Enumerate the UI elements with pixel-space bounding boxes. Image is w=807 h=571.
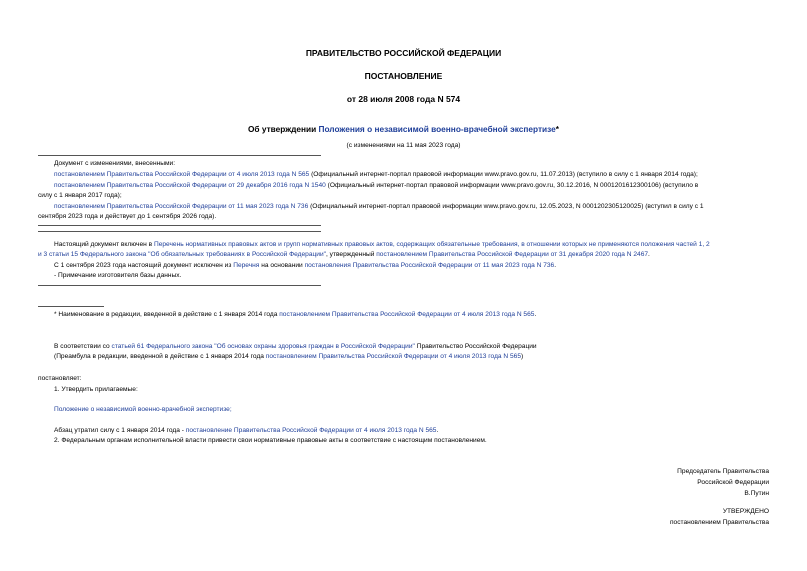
- decree-2467-link[interactable]: постановлением Правительства Российской Федерации от 31 декабря 2020 года N 2467: [376, 251, 649, 258]
- title-regulation-link[interactable]: Положения о независимой военно-врачебной экспертизе: [318, 124, 556, 134]
- signature-block: [677, 466, 769, 499]
- decree-736-link[interactable]: постановления Правительства Российской Федерации от 11 мая 2023 года N 736: [304, 262, 555, 269]
- resolves-text: постановляет:: [38, 375, 82, 382]
- signature-title: Председатель Правительства: [677, 468, 769, 475]
- document-title: [0, 124, 807, 134]
- paragraph-repealed: Абзац утратил силу с 1 января 2014 года - постановление Правительства Российской Федерации от 4 июля 2013 года N 565.: [54, 427, 439, 434]
- list-short-link[interactable]: Перечня: [233, 262, 260, 269]
- notice-exclusion: С 1 сентября 2023 года настоящий документ исключен из Перечня на основании постановления Правительства Российской Федерации от 11 мая 2023 года N 736.: [54, 262, 557, 269]
- footnote-divider: [38, 306, 104, 307]
- repeal-decree-link[interactable]: постановление Правительства Российской Федерации от 4 июля 2013 года N 565: [185, 427, 437, 434]
- change-item: постановлением Правительства Российской Федерации от 4 июля 2013 года N 565 (Официальный интернет-портал правовой информации www.pravo.gov.ru, 11.07.2013) (вступило в силу с 1 января 2014 года);: [54, 171, 698, 178]
- title-star: *: [555, 124, 560, 134]
- footnote: * Наименование в редакции, введенной в действие с 1 января 2014 года постановлением Правительства Российской Федерации от 4 июля 2013 года N 565.: [54, 311, 537, 318]
- change-item: постановлением Правительства Российской Федерации от 11 мая 2023 года N 736 (Официальный интернет-портал правовой информации www.pravo.gov.ru, 12.05.2023, N 0001202305120025) (вступил в силу с 1: [54, 203, 704, 210]
- notice-paragraph: Настоящий документ включен в Перечень нормативных правовых актов и групп нормативных правовых актов, содержащих обязательные требования, в отношении которых не применяются положения частей 1, 2: [54, 241, 710, 248]
- amendment-date: (с изменениями на 11 мая 2023 года): [346, 142, 461, 149]
- change-link-736[interactable]: постановлением Правительства Российской Федерации от 11 мая 2023 года N 736: [54, 203, 309, 210]
- document-date-number: от 28 июля 2008 года N 574: [346, 94, 461, 104]
- signature-name: В.Путин: [744, 490, 769, 497]
- preamble: В соответствии со статьей 61 Федерального закона "Об основах охраны здоровья граждан в Российской Федерации" Правительство Российской Федерации: [54, 343, 537, 350]
- preamble-note: (Преамбула в редакции, введенной в действие с 1 января 2014 года постановлением Правительства Российской Федерации от 4 июля 2013 года N 565): [54, 353, 524, 360]
- change-item-continuation: сентября 2023 года и действует до 1 сентября 2026 года).: [38, 213, 217, 220]
- approved-by: постановлением Правительства: [669, 519, 769, 526]
- changes-intro: Документ с изменениями, внесенными:: [54, 160, 176, 167]
- regulation-link[interactable]: Положение о независимой военно-врачебной экспертизе;: [54, 406, 232, 413]
- approved-label: УТВЕРЖДЕНО: [722, 508, 769, 515]
- divider: [38, 231, 321, 232]
- signature-country: Российской Федерации: [697, 479, 769, 486]
- approved-block: [670, 506, 769, 528]
- title-prefix: Об утверждении: [247, 124, 319, 134]
- footnote-link[interactable]: постановлением Правительства Российской Федерации от 4 июля 2013 года N 565: [279, 311, 535, 318]
- preamble-decree-link[interactable]: постановлением Правительства Российской Федерации от 4 июля 2013 года N 565: [265, 353, 522, 360]
- federal-law-link[interactable]: и 3 статьи 15 Федерального закона "Об обязательных требованиях в Российской Федерации": [38, 251, 327, 258]
- government-heading: ПРАВИТЕЛЬСТВО РОССИЙСКОЙ ФЕДЕРАЦИИ: [305, 48, 502, 58]
- item-1-regulation-link-line: [54, 405, 232, 414]
- divider: [38, 285, 321, 286]
- document-type: ПОСТАНОВЛЕНИЕ: [364, 71, 443, 81]
- divider: [38, 155, 321, 156]
- divider: [38, 225, 321, 226]
- database-note: - Примечание изготовителя базы данных.: [54, 272, 182, 279]
- notice-paragraph-continuation: и 3 статьи 15 Федерального закона "Об обязательных требованиях в Российской Федерации", утвержденный постановлением Правительства Российской Федерации от 31 декабря 2020 года N 2467.: [38, 251, 650, 258]
- list-link[interactable]: Перечень нормативных правовых актов и групп нормативных правовых актов, содержащих обязательные требования, в отношении которых не применяются положения частей 1, 2: [153, 241, 710, 248]
- item-2: 2. Федеральным органам исполнительной власти привести свои нормативные правовые акты в соответствие с настоящим постановлением.: [54, 437, 487, 444]
- change-link-565[interactable]: постановлением Правительства Российской Федерации от 4 июля 2013 года N 565: [54, 171, 310, 178]
- change-item-continuation: силу с 1 января 2017 года);: [38, 192, 122, 199]
- item-1: 1. Утвердить прилагаемые:: [54, 386, 138, 393]
- article-61-link[interactable]: статьей 61 Федерального закона "Об основах охраны здоровья граждан в Российской Федерации": [111, 343, 415, 350]
- change-link-1540[interactable]: постановлением Правительства Российской Федерации от 29 декабря 2016 года N 1540: [54, 182, 326, 189]
- change-item: постановлением Правительства Российской Федерации от 29 декабря 2016 года N 1540 (Официальный интернет-портал правовой информации www.pravo.gov.ru, 30.12.2016, N 0001201612300106) (вступило в: [54, 182, 699, 189]
